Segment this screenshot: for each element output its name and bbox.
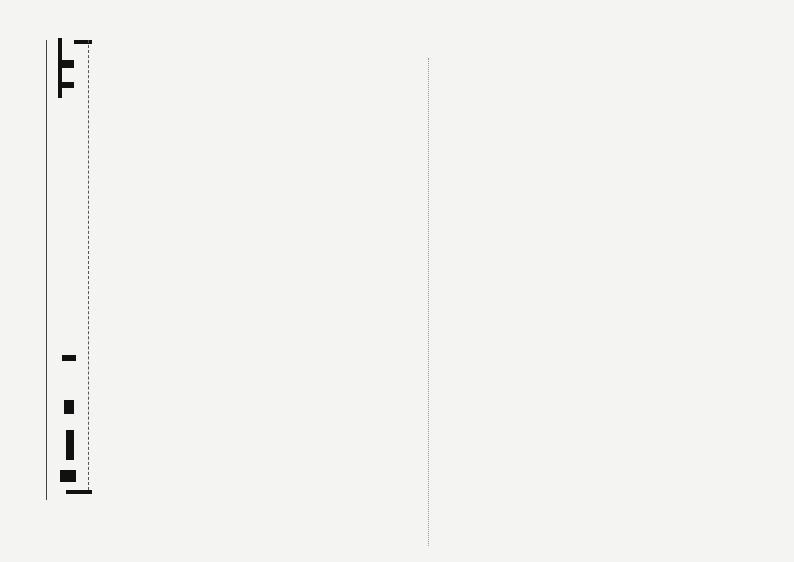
binding-bar-5 bbox=[66, 430, 74, 460]
binding-cut-line bbox=[88, 40, 89, 490]
binding-bar-4 bbox=[64, 400, 74, 414]
binding-field-line bbox=[46, 40, 47, 500]
binding-bar-left-1 bbox=[58, 38, 62, 98]
binding-bar-6 bbox=[60, 470, 76, 482]
binding-bar-top bbox=[74, 40, 92, 44]
binding-bar-1 bbox=[60, 60, 74, 68]
binding-bar-7 bbox=[66, 490, 92, 494]
binding-strip bbox=[0, 0, 92, 562]
page-divider bbox=[428, 58, 429, 546]
binding-bar-2 bbox=[62, 82, 74, 88]
binding-bar-3 bbox=[62, 355, 76, 361]
